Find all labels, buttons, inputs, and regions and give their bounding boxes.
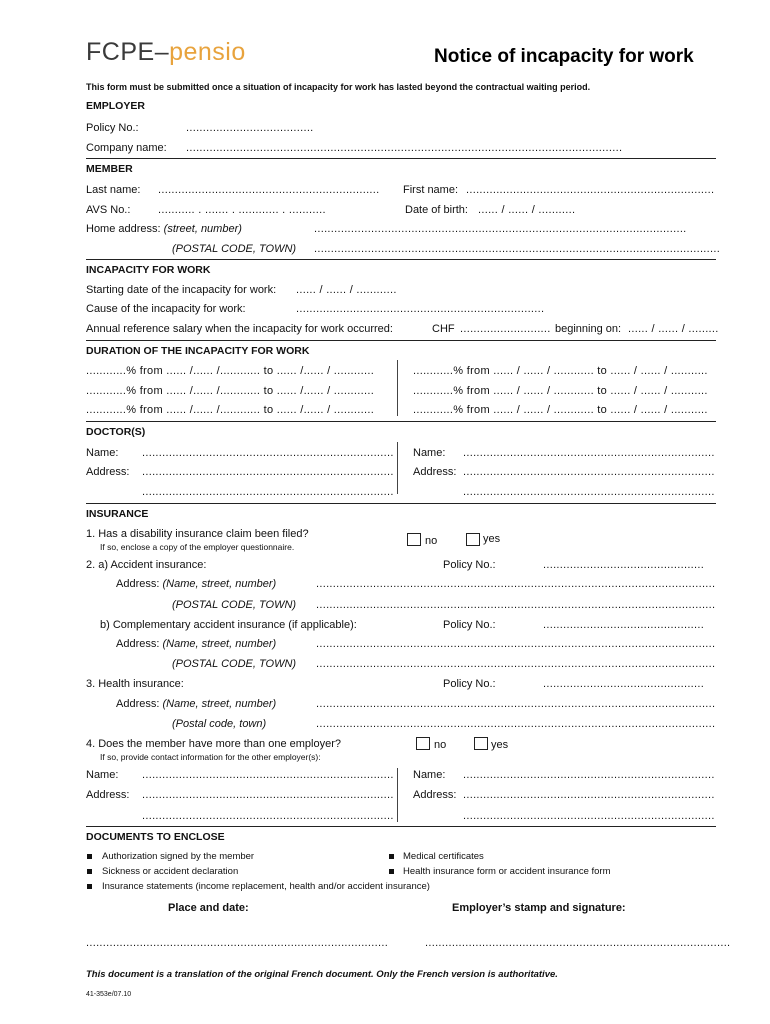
doctor-address-label-1: Address: — [86, 466, 130, 478]
start-date-label: Starting date of the incapacity for work: — [86, 284, 277, 296]
duration-heading: DURATION OF THE INCAPACITY FOR WORK — [86, 345, 310, 357]
other-employer-name-label-2: Name: — [413, 769, 446, 781]
q3-postal-hint: (Postal code, town) — [172, 718, 267, 730]
cause-label: Cause of the incapacity for work: — [86, 303, 246, 315]
bullet-icon — [87, 869, 92, 874]
doctor-address-field-2[interactable]: ........................................................................... — [463, 466, 715, 478]
document-item: Health insurance form or accident insurance form — [403, 866, 611, 877]
duration-left-row-3[interactable]: ............% from ...... /...... /............ to ...... /...... / ............ — [86, 404, 375, 416]
other-employer-name-field-2[interactable]: ........................................................................... — [463, 769, 715, 781]
q2b-postal-hint: (POSTAL CODE, TOWN) — [172, 658, 297, 670]
doctor-name-field-2[interactable]: ........................................................................... — [463, 447, 715, 459]
other-employer-address-label-1: Address: — [86, 789, 130, 801]
q1-text: 1. Has a disability insurance claim been filed? — [86, 528, 309, 540]
start-date-field[interactable]: ...... / ...... / ............ — [296, 284, 397, 296]
q2a-address-hint: (Name, street, number) — [162, 578, 277, 590]
q4-no-checkbox[interactable] — [416, 737, 430, 750]
home-address-hint: (street, number) — [163, 223, 242, 235]
q2a-address-label: Address: (Name, street, number) — [116, 578, 277, 590]
cause-field[interactable]: .......................................................................... — [296, 303, 545, 315]
column-divider — [397, 768, 398, 822]
other-employer-address-extra-1[interactable]: ........................................................................... — [142, 810, 394, 822]
q2b-policy-label: Policy No.: — [443, 619, 496, 631]
home-postal-hint: (POSTAL CODE, TOWN) — [172, 243, 297, 255]
other-employer-address-label-2: Address: — [413, 789, 457, 801]
company-name-field[interactable]: .................................................................................................................................. — [186, 142, 623, 154]
q1-note: If so, enclose a copy of the employer questionnaire. — [100, 542, 295, 552]
q1-no-checkbox[interactable] — [407, 533, 421, 546]
q3-address-hint: (Name, street, number) — [162, 698, 277, 710]
duration-right-row-2[interactable]: ............% from ...... / ...... / ............ to ...... / ...... / ........... — [413, 385, 708, 397]
duration-left-row-1[interactable]: ............% from ...... /...... /............ to ...... /...... / ............ — [86, 365, 375, 377]
stamp-signature-field[interactable]: ........................................................................................... — [425, 937, 731, 949]
divider — [86, 421, 716, 422]
doctor-address-extra-1[interactable]: ........................................................................... — [142, 486, 394, 498]
first-name-field[interactable]: .......................................................................... — [466, 184, 715, 196]
doctors-heading: DOCTOR(S) — [86, 426, 146, 438]
doctor-address-extra-2[interactable]: ........................................................................... — [463, 486, 715, 498]
column-divider — [397, 360, 398, 416]
beginning-label: beginning on: — [555, 323, 622, 335]
home-address-label: Home address: (street, number) — [86, 223, 242, 235]
employer-policy-field[interactable]: ...................................... — [186, 122, 314, 134]
member-heading: MEMBER — [86, 163, 133, 175]
doctor-name-label-1: Name: — [86, 447, 119, 459]
column-divider — [397, 442, 398, 494]
documents-heading: DOCUMENTS TO ENCLOSE — [86, 831, 225, 843]
duration-right-row-1[interactable]: ............% from ...... / ...... / ............ to ...... / ...... / ........... — [413, 365, 708, 377]
q2b-address-label: Address: (Name, street, number) — [116, 638, 277, 650]
divider — [86, 259, 716, 260]
avs-label: AVS No.: — [86, 204, 131, 216]
divider — [86, 158, 716, 159]
bullet-icon — [389, 869, 394, 874]
dob-field[interactable]: ...... / ...... / ........... — [478, 204, 576, 216]
q2a-address-field[interactable]: ....................................................................................................................... — [316, 578, 716, 590]
q2a-postal-hint: (POSTAL CODE, TOWN) — [172, 599, 297, 611]
company-name-label: Company name: — [86, 142, 167, 154]
document-item: Insurance statements (income replacement, health and/or accident insurance) — [102, 881, 430, 892]
last-name-field[interactable]: .................................................................. — [158, 184, 380, 196]
bullet-icon — [389, 854, 394, 859]
other-employer-name-label-1: Name: — [86, 769, 119, 781]
q3-policy-label: Policy No.: — [443, 678, 496, 690]
avs-field[interactable]: ........... . ....... . ............ . ........... — [158, 204, 326, 216]
q1-no-label: no — [425, 535, 438, 547]
other-employer-address-field-1[interactable]: ........................................................................... — [142, 789, 394, 801]
q2b-policy-field[interactable]: ................................................ — [543, 619, 705, 631]
place-date-label: Place and date: — [168, 902, 249, 914]
q1-yes-label: yes — [483, 533, 501, 545]
q1-yes-checkbox[interactable] — [466, 533, 480, 546]
home-address-field[interactable]: ............................................................................................................... — [314, 223, 687, 235]
home-postal-field[interactable]: ......................................................................................................................... — [314, 243, 721, 255]
doctor-address-field-1[interactable]: ........................................................................... — [142, 466, 394, 478]
bullet-icon — [87, 884, 92, 889]
employer-heading: EMPLOYER — [86, 100, 145, 112]
q4-no-label: no — [434, 739, 447, 751]
q2b-postal-field[interactable]: ....................................................................................................................... — [316, 658, 716, 670]
last-name-label: Last name: — [86, 184, 141, 196]
form-code: 41-353e/07.10 — [86, 991, 132, 998]
translation-note: This document is a translation of the original French document. Only the French version is authoritative. — [86, 969, 558, 980]
divider — [86, 826, 716, 827]
chf-label: CHF — [432, 323, 455, 335]
page-title: Notice of incapacity for work — [434, 46, 694, 67]
insurance-heading: INSURANCE — [86, 508, 149, 520]
chf-field[interactable]: ........................... — [460, 323, 551, 335]
logo: FCPE–pensio — [86, 38, 246, 66]
employer-policy-label: Policy No.: — [86, 122, 139, 134]
q2a-policy-field[interactable]: ................................................ — [543, 559, 705, 571]
q2a-text: 2. a) Accident insurance: — [86, 559, 207, 571]
doctor-name-label-2: Name: — [413, 447, 446, 459]
incapacity-heading: INCAPACITY FOR WORK — [86, 264, 211, 276]
q4-yes-label: yes — [491, 739, 509, 751]
q2a-policy-label: Policy No.: — [443, 559, 496, 571]
q4-yes-checkbox[interactable] — [474, 737, 488, 750]
doctor-address-label-2: Address: — [413, 466, 457, 478]
other-employer-name-field-1[interactable]: ........................................................................... — [142, 769, 394, 781]
divider — [86, 503, 716, 504]
logo-pensio: pensio — [169, 38, 246, 66]
document-item: Authorization signed by the member — [102, 851, 255, 862]
beginning-field[interactable]: ...... / ...... / ......... — [628, 323, 719, 335]
intro-text: This form must be submitted once a situation of incapacity for work has lasted beyond the contractual waiting period. — [86, 82, 591, 92]
dob-label: Date of birth: — [405, 204, 468, 216]
bullet-icon — [87, 854, 92, 859]
q4-text: 4. Does the member have more than one employer? — [86, 738, 341, 750]
q2b-text: b) Complementary accident insurance (if applicable): — [100, 619, 357, 631]
duration-right-row-3[interactable]: ............% from ...... / ...... / ............ to ...... / ...... / ........... — [413, 404, 708, 416]
place-date-field[interactable]: .......................................................................................... — [86, 937, 389, 949]
document-item: Sickness or accident declaration — [102, 866, 239, 877]
q3-policy-field[interactable]: ................................................ — [543, 678, 705, 690]
other-employer-address-extra-2[interactable]: ........................................................................... — [463, 810, 715, 822]
logo-fcpe: FCPE — [86, 38, 155, 66]
other-employer-address-field-2[interactable]: ........................................................................... — [463, 789, 715, 801]
q2a-postal-field[interactable]: ....................................................................................................................... — [316, 599, 716, 611]
divider — [86, 340, 716, 341]
duration-left-row-2[interactable]: ............% from ...... /...... /............ to ...... /...... / ............ — [86, 385, 375, 397]
doctor-name-field-1[interactable]: ........................................................................... — [142, 447, 394, 459]
document-item: Medical certificates — [403, 851, 484, 862]
q3-text: 3. Health insurance: — [86, 678, 184, 690]
q4-note: If so, provide contact information for the other employer(s): — [100, 752, 321, 762]
q3-address-field[interactable]: ....................................................................................................................... — [316, 698, 716, 710]
salary-label: Annual reference salary when the incapacity for work occurred: — [86, 323, 393, 335]
q2b-address-hint: (Name, street, number) — [162, 638, 277, 650]
q2b-address-field[interactable]: ....................................................................................................................... — [316, 638, 716, 650]
first-name-label: First name: — [403, 184, 459, 196]
stamp-signature-label: Employer’s stamp and signature: — [452, 902, 626, 914]
q3-postal-field[interactable]: ....................................................................................................................... — [316, 718, 716, 730]
q3-address-label: Address: (Name, street, number) — [116, 698, 277, 710]
